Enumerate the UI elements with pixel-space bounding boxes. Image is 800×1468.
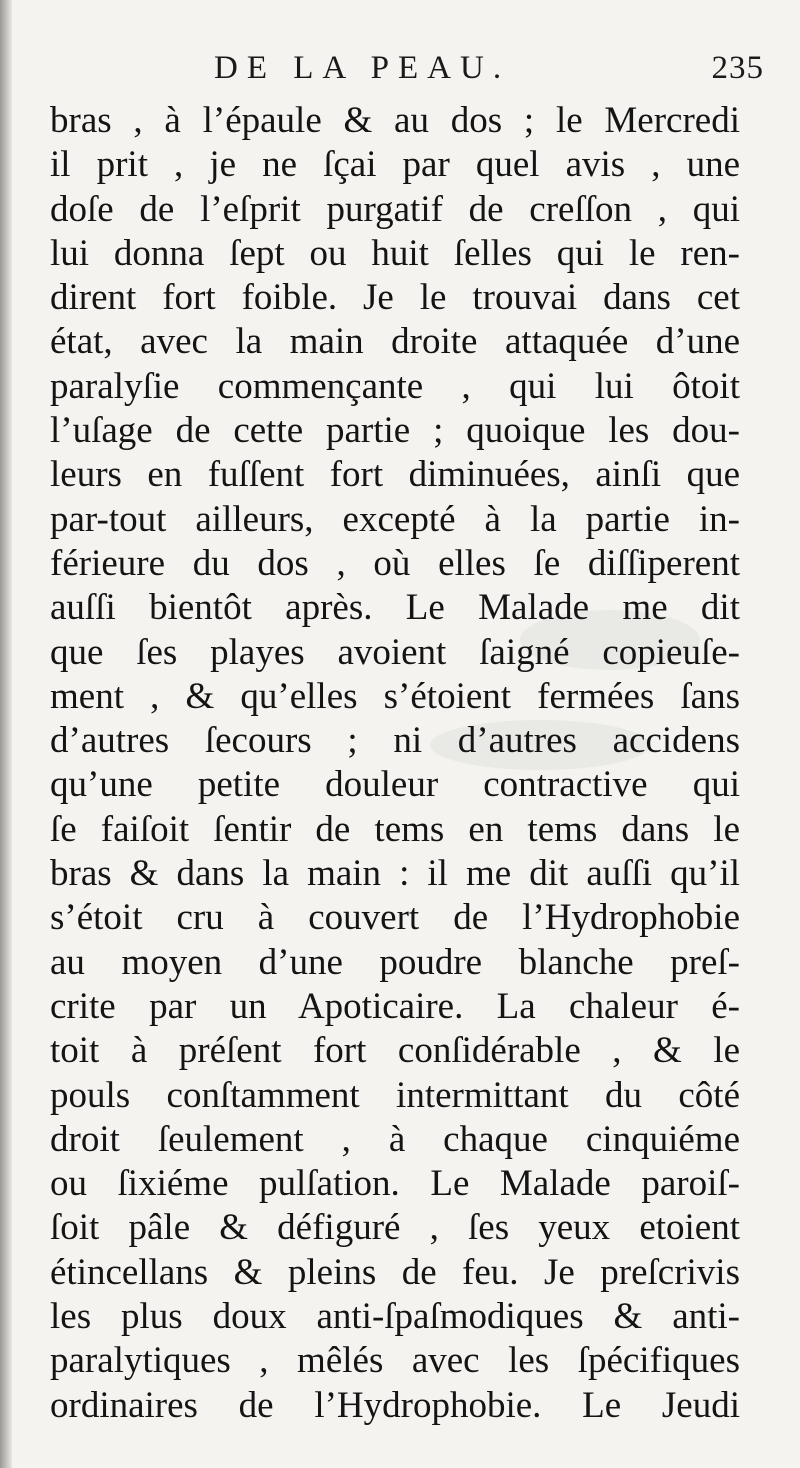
gutter-shadow [0, 0, 12, 1468]
text-line: férieure du dos , où elles ſe diſſiperent [50, 542, 740, 584]
text-line: au moyen d’une poudre blanche preſ- [50, 941, 740, 983]
text-line: ſe faiſoit ſentir de tems en tems dans le [50, 808, 740, 850]
text-line: dirent fort foible. Je le trouvai dans cet [50, 277, 740, 319]
text-line: ment , & qu’elles s’étoient fermées ſans [50, 675, 740, 717]
text-line: doſe de l’eſprit purgatif de creſſon , qui [50, 188, 740, 230]
text-line: par-tout ailleurs, excepté à la partie in- [50, 498, 740, 540]
text-line: auſſi bientôt après. Le Malade me dit [50, 587, 740, 629]
text-line: paralyſie commençante , qui lui ôtoit [50, 365, 740, 407]
text-line: ordinaires de l’Hydrophobie. Le Jeudi [50, 1384, 740, 1426]
body-text [50, 99, 740, 1428]
text-line: ou ſixiéme pulſation. Le Malade paroiſ- [50, 1163, 740, 1205]
running-head [0, 50, 800, 100]
text-line: droit ſeulement , à chaque cinquiéme [50, 1118, 740, 1160]
page-number: 235 [711, 50, 764, 86]
text-line: crite par un Apoticaire. La chaleur é- [50, 985, 740, 1027]
text-line: lui donna ſept ou huit ſelles qui le ren- [50, 232, 740, 274]
text-line: s’étoit cru à couvert de l’Hydrophobie [50, 897, 740, 939]
text-line: les plus doux anti-ſpaſmodiques & anti- [50, 1296, 740, 1338]
text-line: pouls conſtamment intermittant du côté [50, 1074, 740, 1116]
text-line: étincellans & pleins de feu. Je preſcrivis [50, 1251, 740, 1293]
text-line: d’autres ſecours ; ni d’autres accidens [50, 720, 740, 762]
text-line: toit à préſent fort conſidérable , & le [50, 1030, 740, 1072]
text-line: bras & dans la main : il me dit auſſi qu’il [50, 853, 740, 895]
text-line: paralytiques , mêlés avec les ſpécifiques [50, 1340, 740, 1382]
text-line: que ſes playes avoient ſaigné copieuſe- [50, 631, 740, 673]
text-line: ſoit pâle & défiguré , ſes yeux etoient [50, 1207, 740, 1249]
text-line: l’uſage de cette partie ; quoique les dou- [50, 410, 740, 452]
text-line: état, avec la main droite attaquée d’une [50, 321, 740, 363]
text-line: qu’une petite douleur contractive qui [50, 764, 740, 806]
text-line: leurs en fuſſent fort diminuées, ainſi que [50, 454, 740, 496]
text-line: bras , à l’épaule & au dos ; le Mercredi [50, 100, 740, 141]
running-head-title: DE LA PEAU. [214, 50, 511, 86]
text-line: il prit , je ne ſçai par quel avis , une [50, 144, 740, 186]
